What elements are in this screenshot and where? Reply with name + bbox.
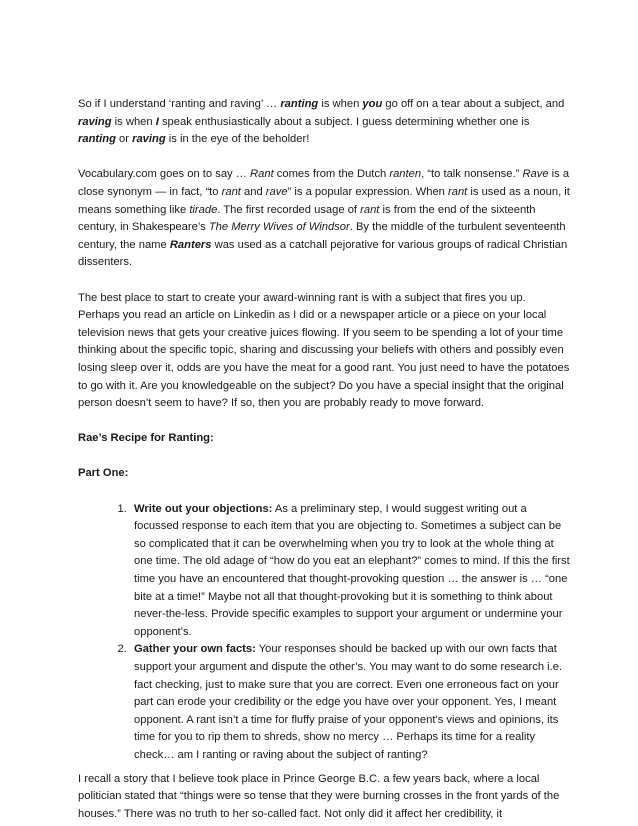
- list-item-text: As a preliminary step, I would suggest writing out a focussed response to each item that you are objecting to. Sometimes a subject can be so complicated that it can be overwhelming when you try to look at the whole thing at one time. The old adage of “how do you eat an elephant?” comes to mind. If this the first time you have an encountered that thought-provoking question … the answer is … “one bite at a time!” Maybe not all that thought-provoking but it is something to think about never-the-less. Provide specific examples to support your argument or undermine your opponent’s.: [134, 502, 570, 638]
- bold-term: Ranters: [169, 238, 212, 251]
- paragraph-best-place: The best place to start to create your award-winning rant is with a subject that fires you up. Perhaps you read an article on Linkedin as I did or a newspaper article or a piece on your local television news that gets your creative juices flowing. If you seem to be spending a lot of your time thinking about the specific topic, sharing and discussing your beliefs with others and possibly even losing sleep over it, odds are you have the meat for a good rant. You just need to have the potatoes to go with it. Are you knowledgeable on the subject? Do you have a special insight that the original person doesn’t seem to have? If so, then you are probably ready to move forward.: [78, 291, 570, 410]
- list-item-title: Write out your objections:: [134, 502, 273, 515]
- list-item: [130, 641, 570, 764]
- text: , “to talk nonsense.”: [421, 168, 523, 181]
- text: is in the eye of the beholder!: [165, 133, 310, 146]
- text: is used as a noun, it means something like: [78, 185, 570, 216]
- italic-term: rave: [265, 185, 288, 198]
- emphasis: I: [155, 115, 159, 128]
- text: . The first recorded usage of: [217, 203, 361, 216]
- italic-term: tirade: [189, 203, 218, 216]
- text: ” is a popular expression. When: [287, 185, 448, 198]
- part-one-heading: Part One:: [78, 467, 129, 480]
- list-item-text: Your responses should be backed up with our own facts that support your argument and dispute the other’s. You may want to do some research i.e. fact checking, just to make sure that you are correct. Even one erroneous fact on your part can erode your credibility or the edge you have over your opponent. Yes, I meant opponent. A rant isn’t a time for fluffy praise of your opponent’s views and opinions, its time for you to rip them to shreds, show no mercy … Perhaps its time for a reality check… am I ranting or raving about the subject of ranting?: [134, 643, 563, 761]
- emphasis: ranting: [78, 133, 116, 146]
- text: So if I understand ‘ranting and raving’ …: [78, 98, 281, 110]
- italic-term: ranten: [389, 168, 422, 181]
- text: Vocabulary.com goes on to say …: [78, 168, 251, 181]
- italic-term: rant: [360, 203, 380, 216]
- document-page: [78, 96, 570, 823]
- recipe-heading: Rae’s Recipe for Ranting:: [78, 432, 214, 445]
- text: comes from the Dutch: [273, 168, 390, 181]
- text: speak enthusiastically about a subject. I guess determining whether one is: [158, 115, 530, 128]
- italic-term: Rave: [522, 168, 549, 181]
- italic-term: Rant: [250, 168, 274, 181]
- emphasis: you: [362, 98, 383, 110]
- emphasis: raving: [78, 115, 112, 128]
- paragraph-vocabulary: [78, 166, 570, 272]
- text: is when: [111, 115, 156, 128]
- paragraph-prince-george: I recall a story that I believe took place in Prince George B.C. a few years back, where a local politician stated that “things were so tense that they were burning crosses in the front yards of the houses.” There was no truth to her so-called fact. Not only did it affect her credibility, it: [78, 772, 560, 820]
- text: was used as a catchall pejorative for various groups of radical Christian dissenters.: [78, 238, 568, 269]
- italic-term: rant: [221, 185, 241, 198]
- text: or: [115, 133, 133, 146]
- paragraph-ranting-raving: [78, 96, 570, 149]
- list-item-title: Gather your own facts:: [134, 643, 256, 656]
- italic-title: The Merry Wives of Windsor: [208, 221, 350, 234]
- text: . By the middle of the turbulent seventeenth century, the name: [78, 221, 566, 251]
- emphasis: ranting: [280, 98, 319, 110]
- text: is from the end of the sixteenth century, in Shakespeare’s: [78, 203, 536, 234]
- italic-term: rant: [448, 185, 468, 198]
- text: is when: [318, 98, 363, 110]
- text: and: [240, 185, 266, 198]
- emphasis: raving: [132, 133, 166, 146]
- text: is a close synonym — in fact, “to: [78, 168, 570, 198]
- steps-list: [78, 501, 570, 765]
- text: go off on a tear about a subject, and: [382, 98, 565, 110]
- list-item: [130, 501, 570, 642]
